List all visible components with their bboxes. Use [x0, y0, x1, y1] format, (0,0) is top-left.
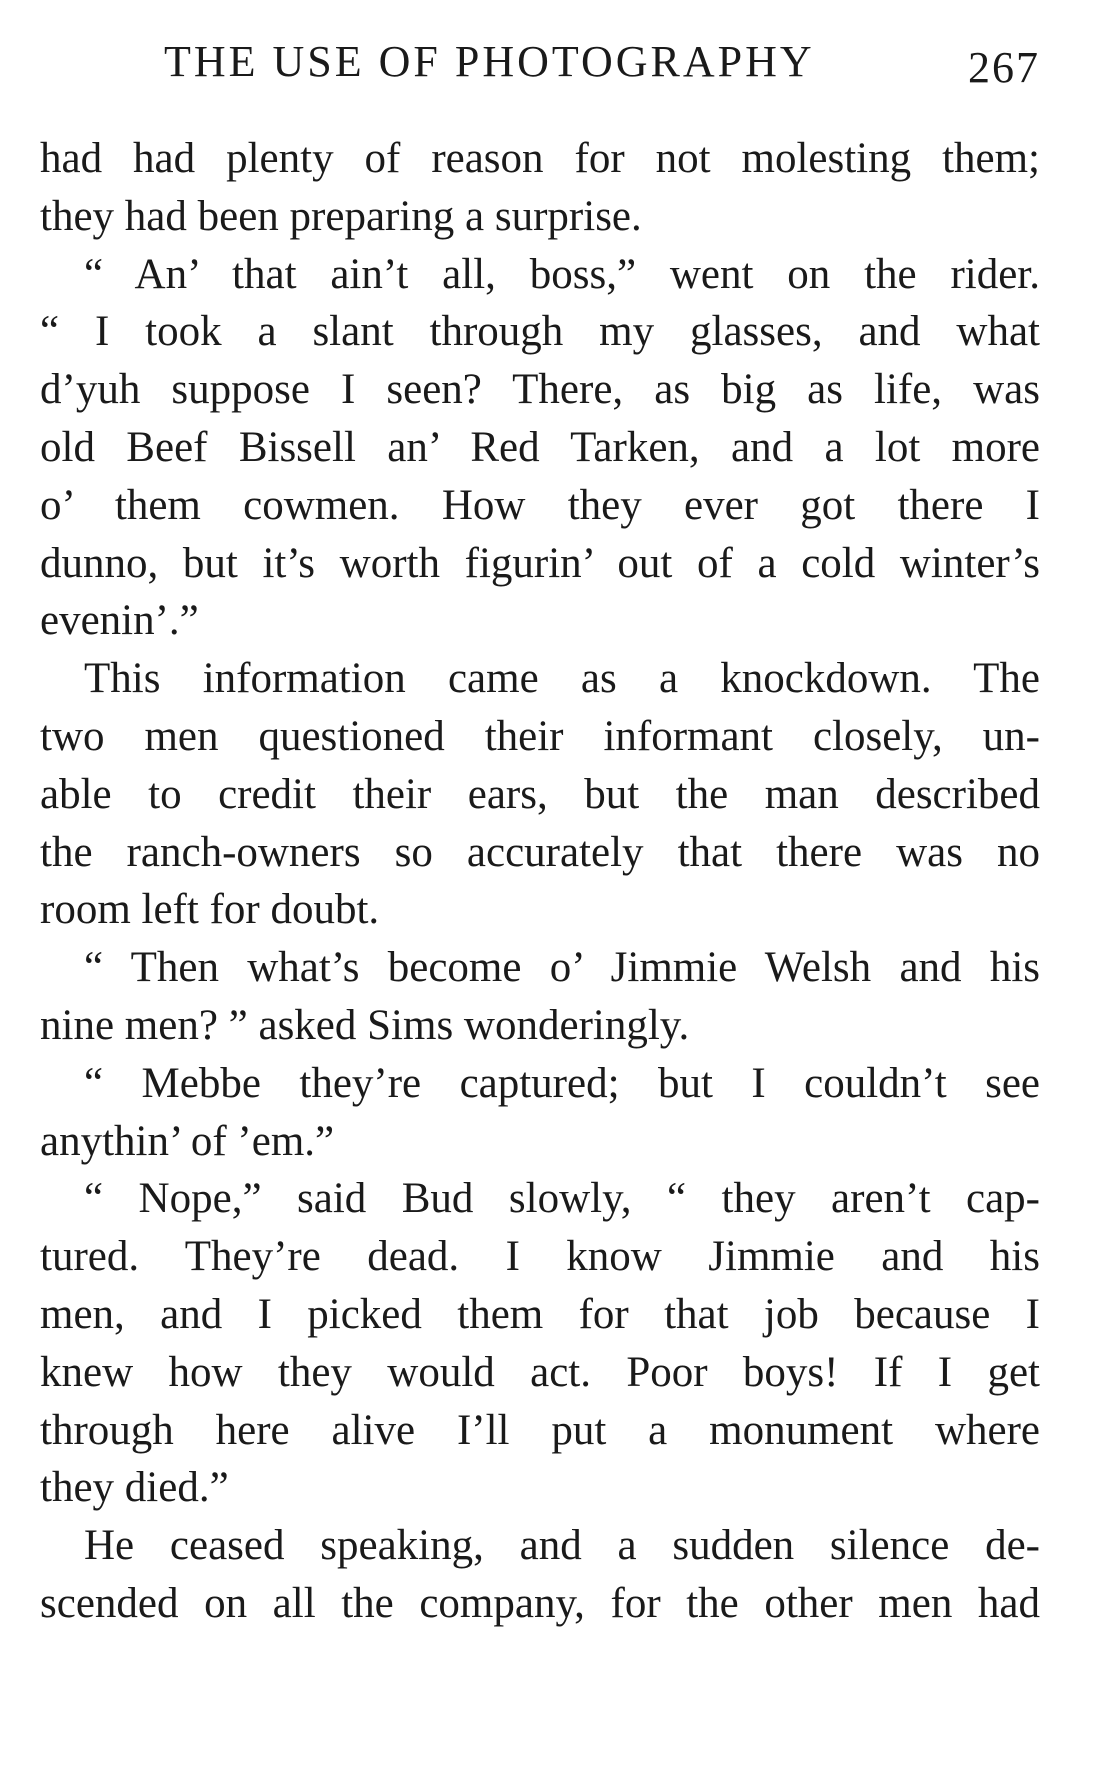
text-line: He ceased speaking, and a sudden silence de- [84, 1522, 1040, 1570]
text-line: they died.” [40, 1464, 229, 1512]
running-title: THE USE OF PHOTOGRAPHY [164, 37, 815, 86]
text-line: room left for doubt. [40, 886, 380, 934]
page-number: 267 [968, 43, 1040, 92]
text-line: “ I took a slant through my glasses, and what [40, 308, 1040, 356]
text-line: the ranch-owners so accurately that there was no [40, 828, 1040, 876]
text-line: tured. They’re dead. I know Jimmie and his [40, 1233, 1040, 1281]
text-line: dunno, but it’s worth figurin’ out of a cold winter’s [40, 539, 1040, 587]
text-line: anythin’ of ’em.” [40, 1117, 335, 1165]
text-line: men, and I picked them for that job because I [40, 1290, 1040, 1338]
text-line: old Beef Bissell an’ Red Tarken, and a lot more [40, 423, 1040, 471]
text-line: through here alive I’ll put a monument where [40, 1406, 1040, 1454]
text-line: nine men? ” asked Sims wonderingly. [40, 1001, 690, 1049]
text-line: able to credit their ears, but the man described [40, 770, 1040, 818]
text-line: “ An’ that ain’t all, boss,” went on the rider. [84, 250, 1040, 298]
book-page [40, 30, 1040, 1627]
body-text [40, 130, 1040, 1633]
text-line: This information came as a knockdown. The [84, 655, 1040, 703]
text-line: two men questioned their informant closely, un- [40, 712, 1040, 760]
text-line: o’ them cowmen. How they ever got there I [40, 481, 1040, 529]
text-line: scended on all the company, for the other men had [40, 1579, 1040, 1627]
text-line: d’yuh suppose I seen? There, as big as life, was [40, 366, 1040, 414]
text-line: they had been preparing a surprise. [40, 192, 642, 240]
text-line: had had plenty of reason for not molesting them; [40, 135, 1040, 182]
text-line: “ Mebbe they’re captured; but I couldn’t see [84, 1059, 1040, 1107]
text-line: “ Then what’s become o’ Jimmie Welsh and his [84, 944, 1040, 992]
text-line: knew how they would act. Poor boys! If I get [40, 1348, 1040, 1396]
running-header [40, 30, 1040, 102]
text-line: evenin’.” [40, 597, 199, 645]
text-line: “ Nope,” said Bud slowly, “ they aren’t cap- [84, 1175, 1040, 1223]
